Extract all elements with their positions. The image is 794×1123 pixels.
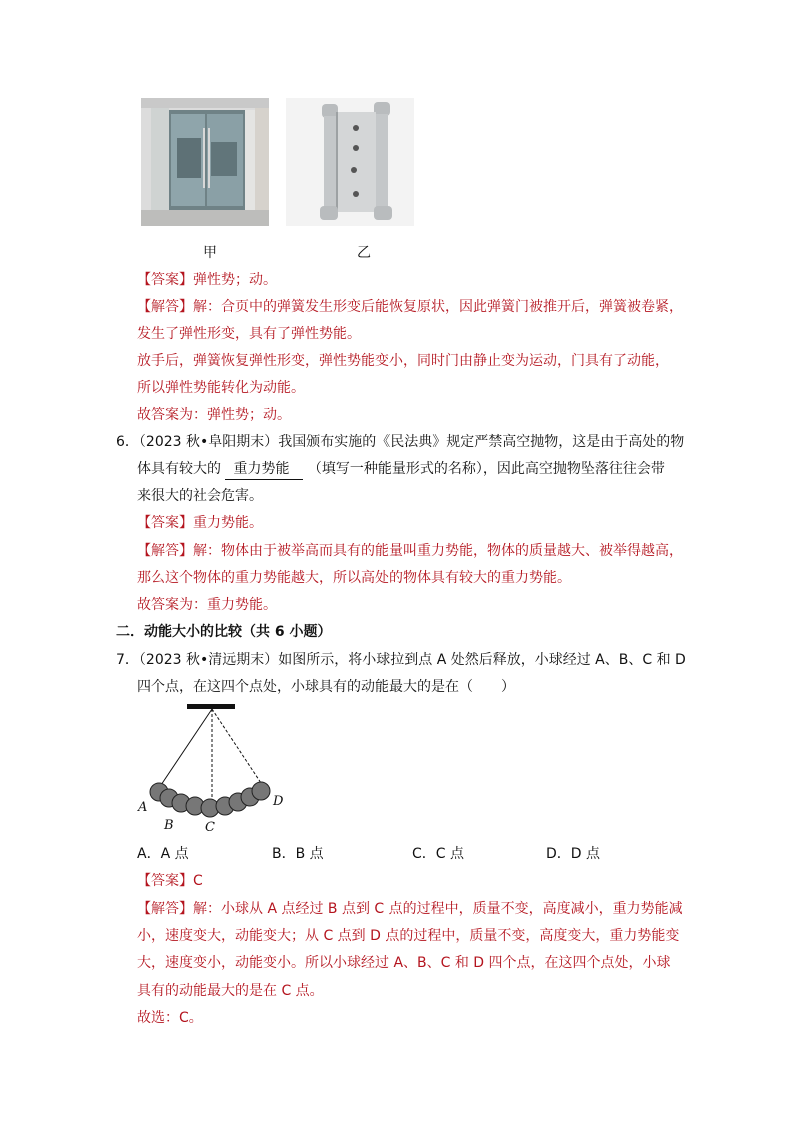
- q6-answer: [137, 513, 263, 533]
- label-b: B: [164, 818, 174, 833]
- q7-answer: [137, 871, 203, 891]
- hinge-photo: [286, 98, 414, 226]
- pendulum-figure: [132, 702, 292, 840]
- q6-explain-1: 【解答】解：物体由于被举高而具有的能量叫重力势能，物体的质量越大、被举得越高，: [137, 543, 683, 559]
- answer-tag: 【答案】: [137, 515, 193, 531]
- explain-tag: 【解答】: [137, 299, 193, 315]
- fill-blank: 重力势能: [225, 459, 303, 480]
- q7-explain-2: 小，速度变大，动能变大；从 C 点到 D 点的过程中，质量不变，高度变大，重力势能变: [137, 928, 680, 944]
- pendulum-dashed-right: [212, 709, 263, 786]
- answer-text: C: [193, 873, 203, 889]
- section-title: 二．动能大小的比较（共 6 小题）: [116, 624, 332, 640]
- q5-explain-3: 放手后，弹簧恢复弹性形变，弹性势能变小，同时门由静止变为运动，门具有了动能，: [137, 353, 669, 369]
- explain-tag: 【解答】: [137, 543, 193, 559]
- image-caption-right: 乙: [357, 245, 371, 261]
- q5-explain-2: 发生了弹性形变，具有了弹性势能。: [137, 326, 361, 342]
- q6-stem-2: 体具有较大的 重力势能 （填写一种能量形式的名称），因此高空抛物坠落往往会带: [137, 459, 665, 480]
- q5-answer: [137, 270, 277, 290]
- door-photo: [141, 98, 269, 226]
- q6-final: 故答案为：重力势能。: [137, 597, 277, 613]
- answer-tag: 【答案】: [137, 272, 193, 288]
- q6-stem-1: 6．（2023 秋•阜阳期末）我国颁布实施的《民法典》规定严禁高空抛物，这是由于高处的物: [116, 434, 685, 450]
- image-caption-left: 甲: [203, 245, 217, 261]
- option-d: D．D 点: [546, 846, 601, 862]
- pendulum-string: [159, 709, 212, 788]
- explain-tag: 【解答】: [137, 901, 193, 917]
- ball: [252, 782, 270, 800]
- label-c: C: [205, 820, 215, 835]
- q5-final: 故答案为：弹性势；动。: [137, 407, 291, 423]
- q7-stem-1: 7．（2023 秋•清远期末）如图所示，将小球拉到点 A 处然后释放，小球经过 A、B、C 和 D: [116, 652, 686, 668]
- option-b: B．B 点: [272, 846, 324, 862]
- q7-explain-3: 大，速度变小，动能变小。所以小球经过 A、B、C 和 D 四个点，在这四个点处，小球: [137, 955, 671, 971]
- q7-explain-1: 【解答】解：小球从 A 点经过 B 点到 C 点的过程中，质量不变，高度减小，重力势能减: [137, 901, 683, 917]
- q5-explain-4: 所以弹性势能转化为动能。: [137, 380, 305, 396]
- label-d: D: [273, 794, 284, 809]
- option-a: A．A 点: [137, 846, 189, 862]
- answer-tag: 【答案】: [137, 873, 193, 889]
- answer-text: 重力势能。: [193, 515, 263, 531]
- option-c: C．C 点: [412, 846, 465, 862]
- q5-explain-1: 【解答】解：合页中的弹簧发生形变后能恢复原状，因此弹簧门被推开后，弹簧被卷紧，: [137, 299, 683, 315]
- q7-stem-2: 四个点，在这四个点处，小球具有的动能最大的是在（ ）: [137, 679, 515, 695]
- q6-explain-2: 那么这个物体的重力势能越大，所以高处的物体具有较大的重力势能。: [137, 570, 571, 586]
- q7-final: 故选：C。: [137, 1010, 203, 1026]
- q6-stem-3: 来很大的社会危害。: [137, 488, 263, 504]
- pendulum-support: [187, 704, 235, 709]
- label-a: A: [138, 800, 148, 815]
- q7-explain-4: 具有的动能最大的是在 C 点。: [137, 983, 324, 999]
- answer-text: 弹性势；动。: [193, 272, 277, 288]
